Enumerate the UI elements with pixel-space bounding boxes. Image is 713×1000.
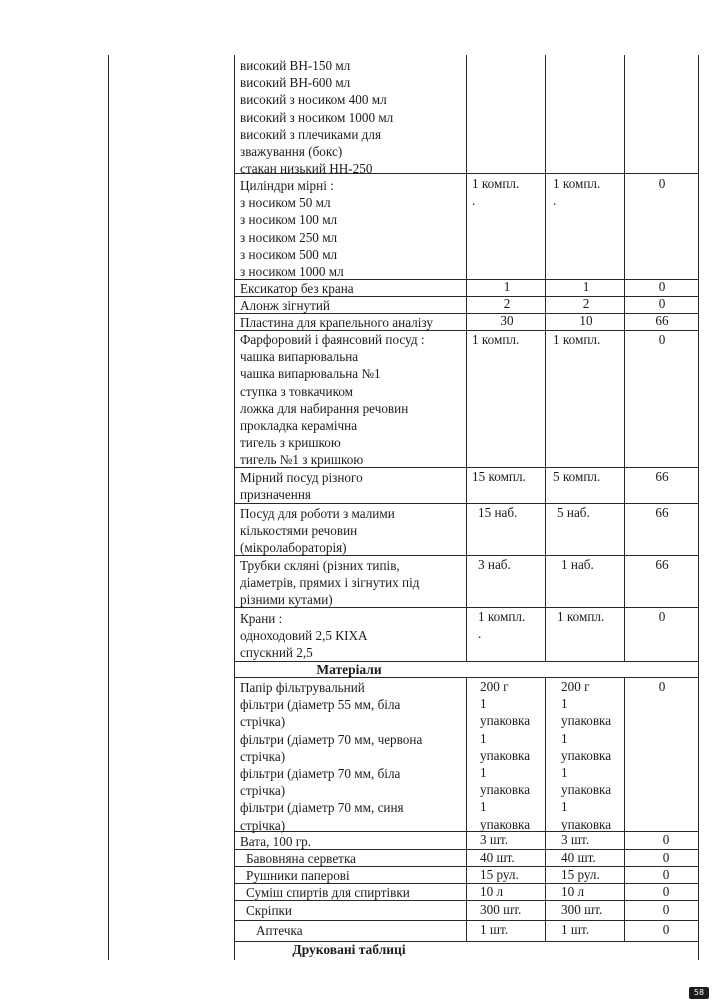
pct-value: 66: [655, 557, 669, 572]
table-divider-pct: [624, 55, 625, 662]
item-line: діаметрів, прямих і зігнутих під: [240, 575, 420, 591]
need-value: 1: [480, 799, 487, 815]
item-line: Трубки скляні (різних типів,: [240, 558, 400, 573]
pct-value: 0: [658, 296, 666, 311]
need-value: 30: [500, 313, 514, 328]
item-name-cell: [240, 57, 464, 177]
item-line: стрічка): [240, 817, 286, 833]
need-cell: [470, 278, 544, 295]
page-number-badge: 58: [689, 987, 709, 999]
need-cell: [480, 883, 544, 900]
have-value: упаковка: [561, 713, 612, 729]
need-value: 1: [480, 765, 487, 781]
need-value: 10 л: [480, 884, 504, 899]
item-line: Посуд для роботи з малими: [240, 506, 395, 521]
table-divider-need: [466, 55, 467, 662]
item-name-cell: [246, 884, 464, 901]
need-cell: [472, 331, 544, 348]
have-value: 10: [579, 313, 593, 328]
have-value: упаковка: [561, 816, 612, 832]
have-cell: [553, 331, 623, 348]
item-line: Бавовняна серветка: [246, 851, 357, 866]
have-value: 1: [561, 799, 568, 815]
pct-cell: [640, 608, 684, 625]
item-line: Алонж зігнутий: [240, 298, 330, 313]
item-line: тигель з кришкою: [240, 435, 341, 451]
section-heading-printed-tables: Друковані таблиці: [292, 942, 406, 957]
pct-cell: [644, 866, 688, 883]
item-line: з носиком 100 мл: [240, 212, 338, 228]
pct-value: 0: [658, 332, 666, 347]
need-value: упаковка: [480, 713, 531, 729]
have-value: 1: [582, 279, 590, 294]
have-cell: [561, 556, 623, 573]
have-cell: [549, 295, 623, 312]
need-value: 1 шт.: [480, 922, 509, 937]
have-value: 2: [582, 296, 590, 311]
need-cell: [472, 468, 544, 485]
item-line: Папір фільтрувальний: [240, 680, 365, 695]
item-line: високий ВН-600 мл: [240, 75, 351, 91]
pct-value: 0: [662, 867, 670, 882]
have-cell: [561, 901, 623, 918]
item-name-cell: [240, 679, 464, 834]
item-line: чашка випарювальна: [240, 349, 359, 365]
need-cell: [480, 831, 544, 848]
need-value: 15 компл.: [472, 469, 526, 484]
need-value: .: [478, 626, 482, 642]
item-line: зважування (бокс): [240, 144, 343, 160]
pct-value: 0: [658, 609, 666, 624]
item-line: з носиком 50 мл: [240, 195, 331, 211]
table-divider-pct-2: [624, 677, 625, 942]
item-line: стрічка): [240, 783, 286, 799]
item-name-cell: [240, 505, 464, 557]
need-value: .: [472, 193, 476, 209]
pct-value: 0: [658, 679, 666, 694]
have-cell: [561, 866, 623, 883]
have-cell: [557, 504, 623, 521]
have-value: 1: [561, 696, 568, 712]
need-value: 3 наб.: [478, 557, 511, 572]
section-heading-materials: Матеріали: [316, 662, 382, 677]
item-line: чашка випарювальна №1: [240, 366, 381, 382]
pct-value: 66: [655, 469, 669, 484]
item-name-cell: [240, 314, 464, 331]
need-value: 15 рул.: [480, 867, 519, 882]
item-name-cell: [240, 177, 464, 280]
item-line: призначення: [240, 487, 311, 503]
need-cell: [478, 608, 544, 642]
item-line: Мірний посуд різного: [240, 470, 363, 485]
item-line: Циліндри мірні :: [240, 178, 334, 193]
table-divider-have-2: [545, 677, 546, 942]
have-cell: [561, 831, 623, 848]
need-value: 40 шт.: [480, 850, 515, 865]
have-value: 1 шт.: [561, 922, 590, 937]
have-value: 15 рул.: [561, 867, 600, 882]
pct-cell: [640, 331, 684, 348]
need-value: упаковка: [480, 747, 531, 763]
have-cell: [557, 608, 623, 625]
table-border-right: [698, 55, 699, 960]
item-line: високий з носиком 400 мл: [240, 92, 387, 108]
item-line: з носиком 250 мл: [240, 229, 338, 245]
pct-value: 0: [658, 279, 666, 294]
item-line: Суміш спиртів для спиртівки: [246, 885, 410, 900]
need-value: 15 наб.: [478, 505, 518, 520]
pct-cell: [644, 921, 688, 938]
pct-cell: [644, 831, 688, 848]
item-line: (мікролабораторія): [240, 540, 347, 556]
pct-value: 0: [658, 176, 666, 191]
table-divider-need-2: [466, 677, 467, 942]
have-cell: [553, 175, 623, 209]
pct-cell: [644, 901, 688, 918]
have-cell: [561, 921, 623, 938]
item-name-cell: [240, 833, 464, 850]
item-name-cell: [240, 469, 464, 503]
item-line: Пластина для крапельного аналізу: [240, 315, 433, 330]
need-cell: [480, 678, 544, 833]
item-line: ложка для набирання речовин: [240, 400, 409, 416]
item-line: Крани :: [240, 611, 283, 626]
item-line: стакан низький НН-250: [240, 161, 373, 177]
item-line: фільтри (діаметр 55 мм, біла: [240, 697, 401, 713]
table-divider-name: [234, 55, 235, 960]
item-line: прокладка керамічна: [240, 418, 358, 434]
item-line: фільтри (діаметр 70 мм, червона: [240, 731, 423, 747]
have-cell: [549, 312, 623, 329]
have-value: 3 шт.: [561, 832, 590, 847]
need-cell: [480, 921, 544, 938]
need-value: 1: [480, 696, 487, 712]
have-value: 300 шт.: [561, 902, 603, 917]
need-value: 3 шт.: [480, 832, 509, 847]
have-value: 40 шт.: [561, 850, 596, 865]
pct-cell: [640, 295, 684, 312]
pct-value: 0: [662, 850, 670, 865]
pct-value: 0: [662, 884, 670, 899]
pct-cell: [640, 678, 684, 695]
have-value: 1 компл.: [557, 609, 605, 624]
need-value: 1: [480, 730, 487, 746]
have-cell: [561, 849, 623, 866]
item-line: фільтри (діаметр 70 мм, синя: [240, 800, 404, 816]
need-value: упаковка: [480, 782, 531, 798]
need-value: 1 компл.: [472, 332, 520, 347]
need-cell: [480, 866, 544, 883]
have-value: 5 компл.: [553, 469, 601, 484]
item-name-cell: [246, 850, 464, 867]
item-line: кількостями речовин: [240, 523, 358, 539]
pct-value: 66: [655, 313, 669, 328]
have-value: 1 наб.: [561, 557, 594, 572]
item-line: спускний 2,5: [240, 645, 313, 661]
have-value: 200 г: [561, 679, 590, 694]
item-line: високий з носиком 1000 мл: [240, 109, 394, 125]
pct-cell: [640, 504, 684, 521]
pct-value: 66: [655, 505, 669, 520]
item-line: різними кутами): [240, 592, 333, 608]
item-line: Скріпки: [246, 903, 292, 918]
need-cell: [478, 504, 544, 521]
item-name-cell: [256, 922, 464, 939]
item-line: Вата, 100 гр.: [240, 834, 312, 849]
item-line: з носиком 500 мл: [240, 246, 338, 262]
need-value: 1 компл.: [478, 609, 526, 624]
need-value: 1: [503, 279, 511, 294]
pct-cell: [640, 278, 684, 295]
item-name-cell: [240, 610, 464, 662]
pct-cell: [644, 849, 688, 866]
need-cell: [472, 175, 544, 209]
pct-value: 0: [662, 902, 670, 917]
item-line: ступка з товкачиком: [240, 383, 354, 399]
table-border-left: [108, 55, 109, 960]
need-value: 200 г: [480, 679, 509, 694]
have-cell: [561, 678, 623, 833]
have-value: упаковка: [561, 747, 612, 763]
item-line: високий з плечиками для: [240, 126, 382, 142]
item-line: тигель №1 з кришкою: [240, 452, 364, 468]
need-value: упаковка: [480, 816, 531, 832]
have-value: 1: [561, 765, 568, 781]
have-value: 10 л: [561, 884, 585, 899]
row-line: [234, 920, 699, 921]
need-value: 1 компл.: [472, 176, 520, 191]
have-cell: [561, 883, 623, 900]
need-value: 300 шт.: [480, 902, 522, 917]
item-line: одноходовий 2,5 КІХА: [240, 628, 368, 644]
pct-cell: [640, 468, 684, 485]
item-line: фільтри (діаметр 70 мм, біла: [240, 766, 401, 782]
have-value: 1 компл.: [553, 332, 601, 347]
have-cell: [553, 468, 623, 485]
have-value: упаковка: [561, 782, 612, 798]
have-value: 1: [561, 730, 568, 746]
item-line: стрічка): [240, 714, 286, 730]
table-divider-have: [545, 55, 546, 662]
item-line: Аптечка: [256, 923, 303, 938]
have-value: 1 компл.: [553, 176, 601, 191]
item-line: Фарфоровий і фаянсовий посуд :: [240, 332, 425, 347]
pct-cell: [640, 556, 684, 573]
item-line: стрічка): [240, 748, 286, 764]
item-line: з носиком 1000 мл: [240, 264, 344, 280]
need-cell: [470, 312, 544, 329]
item-name-cell: [240, 557, 464, 609]
item-name-cell: [240, 297, 464, 314]
item-name-cell: [240, 331, 464, 469]
need-cell: [470, 295, 544, 312]
item-line: Ексикатор без крана: [240, 281, 354, 296]
need-cell: [480, 849, 544, 866]
item-line: високий ВН-150 мл: [240, 58, 351, 73]
need-cell: [478, 556, 544, 573]
pct-cell: [640, 312, 684, 329]
need-value: 2: [503, 296, 511, 311]
have-value: 5 наб.: [557, 505, 590, 520]
item-name-cell: [246, 867, 464, 884]
pct-value: 0: [662, 832, 670, 847]
have-value: .: [553, 193, 557, 209]
pct-value: 0: [662, 922, 670, 937]
pct-cell: [640, 175, 684, 192]
item-line: Рушники паперові: [246, 868, 350, 883]
pct-cell: [644, 883, 688, 900]
item-name-cell: [240, 280, 464, 297]
have-cell: [549, 278, 623, 295]
item-name-cell: [246, 902, 464, 919]
need-cell: [480, 901, 544, 918]
